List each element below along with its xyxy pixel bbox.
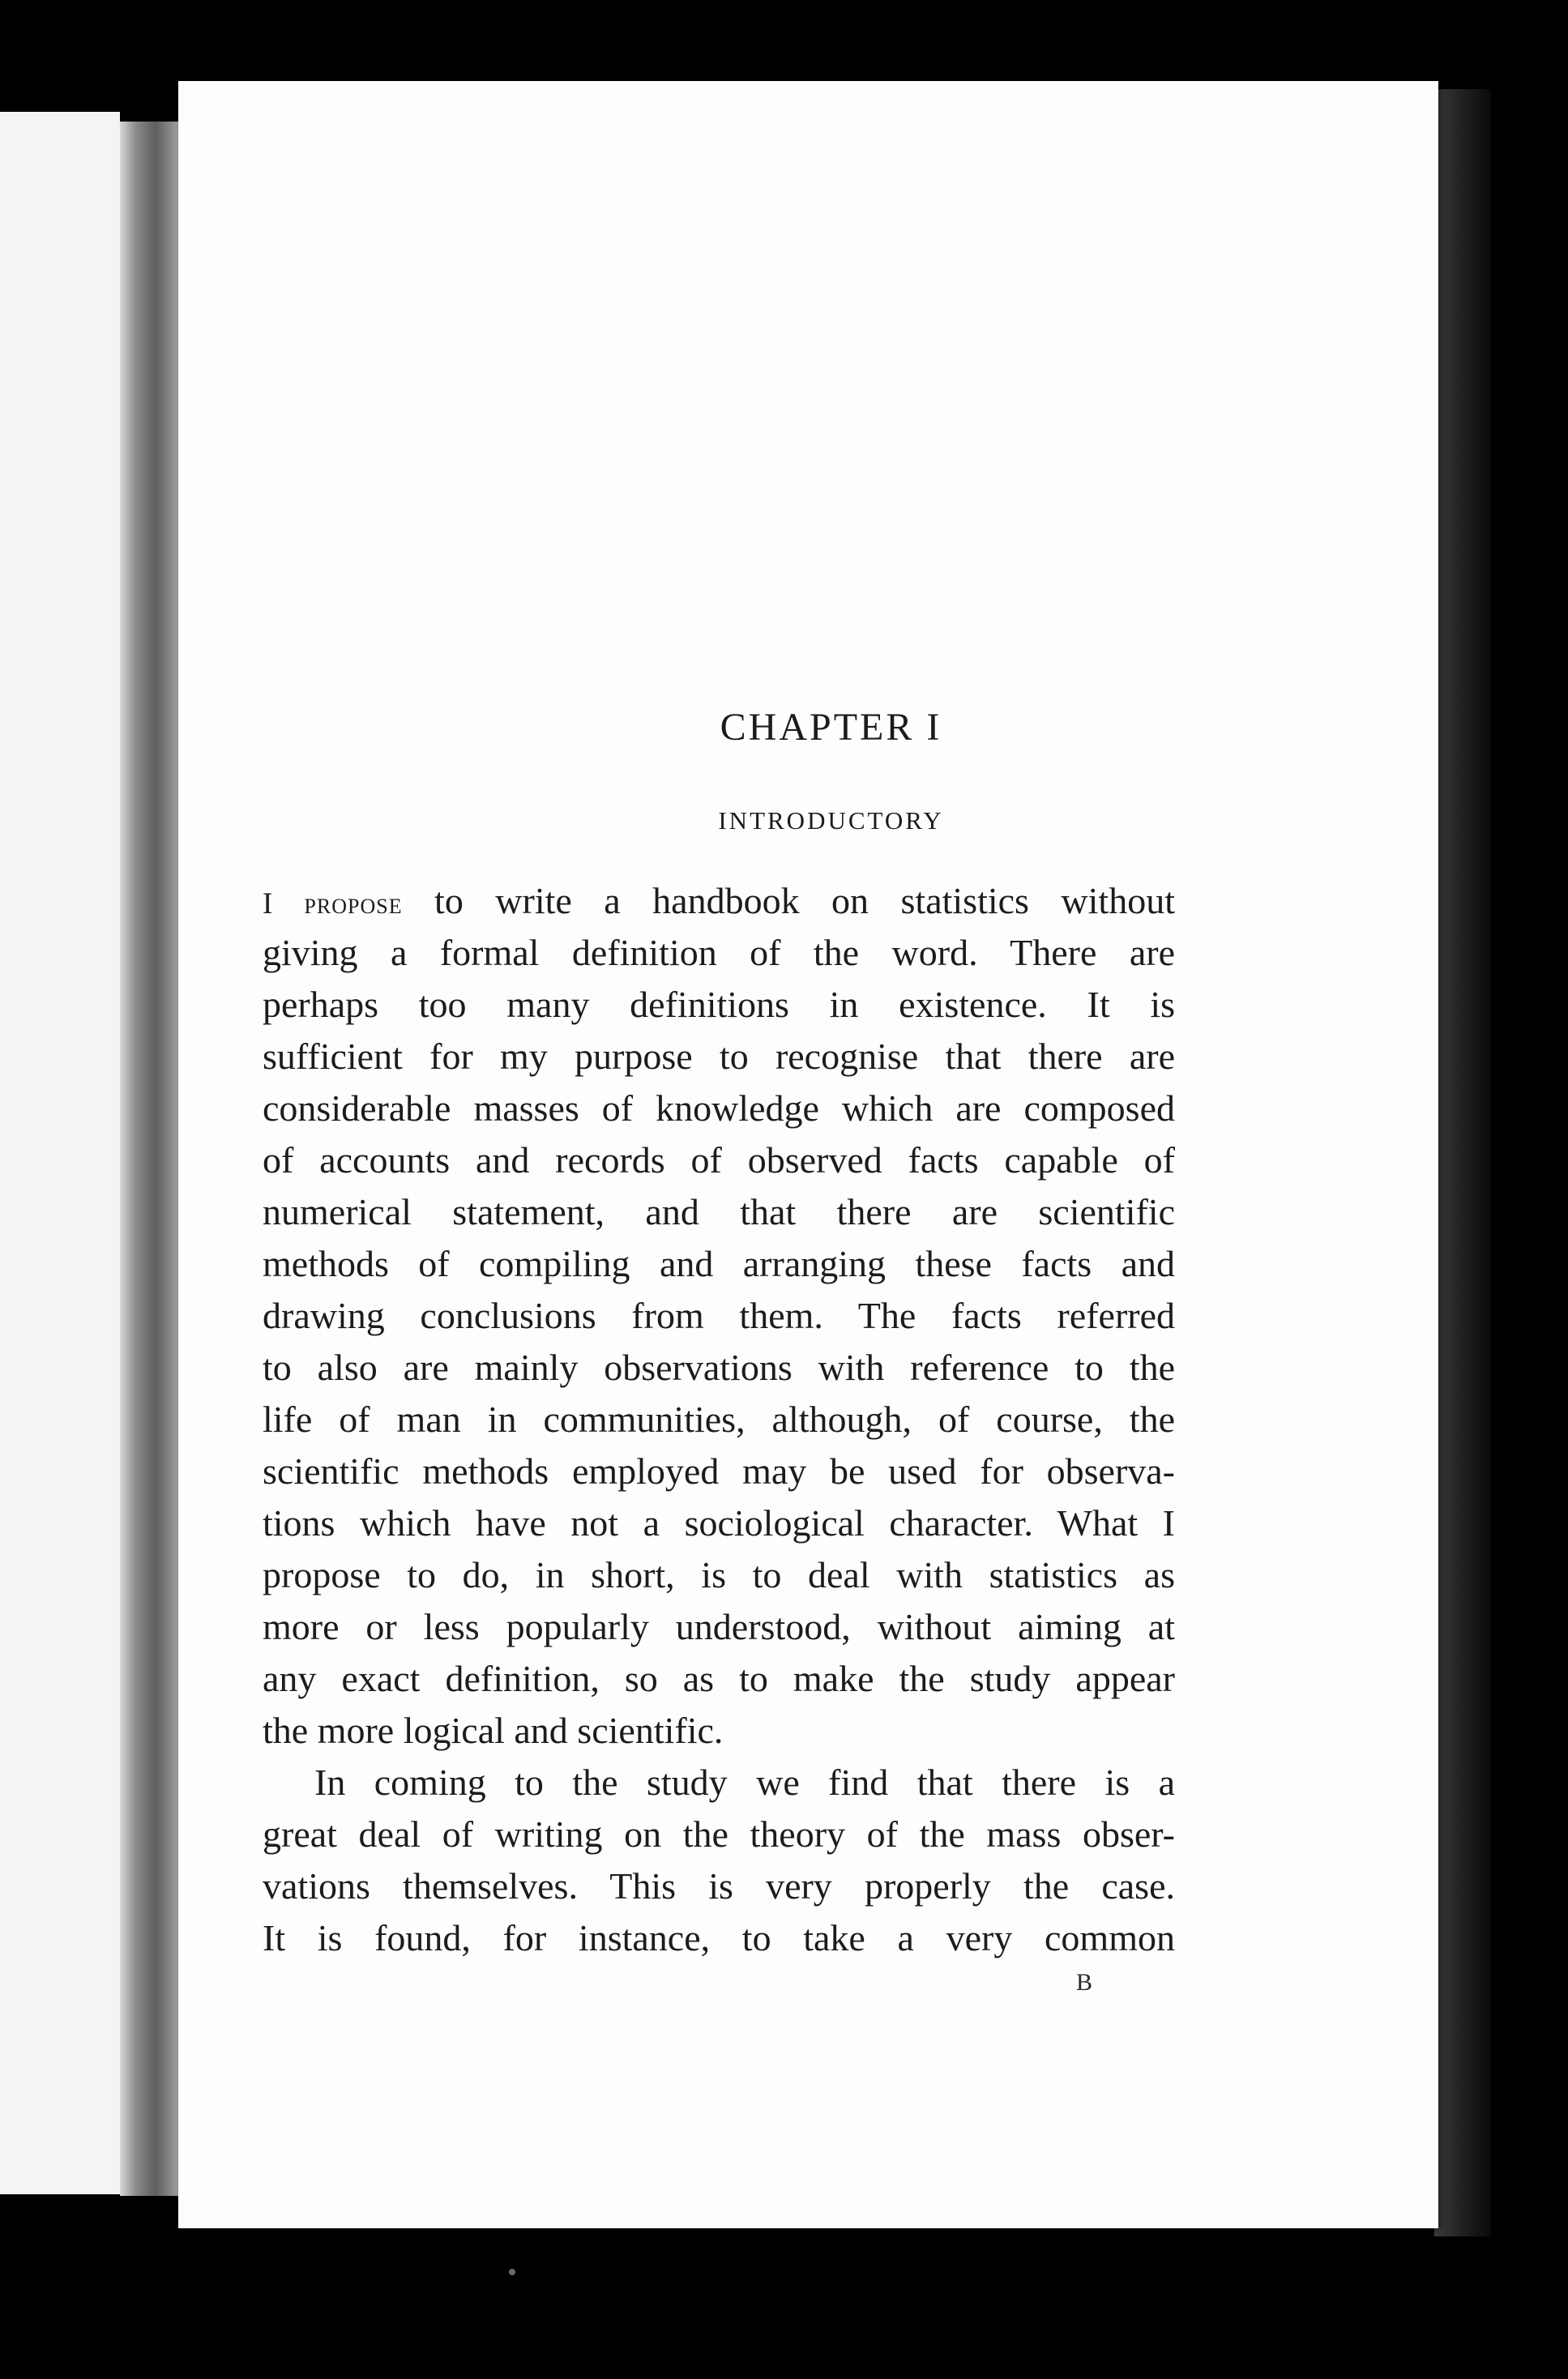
text-line: It is found, for instance, to take a very common [263,1917,1175,1958]
chapter-title: CHAPTER I [720,706,942,749]
chapter-subtitle: INTRODUCTORY [718,806,944,835]
text-line: In coming to the study we find that there is a [314,1762,1175,1803]
text-line: considerable masses of knowledge which are composed [263,1087,1175,1129]
text-line: any exact definition, so as to make the study appear [263,1658,1175,1699]
text-line: perhaps too many definitions in existence. It is [263,984,1175,1025]
book-page [178,81,1438,2228]
book-fore-edge [1434,89,1491,2236]
text-line: life of man in communities, although, of course, the [263,1399,1175,1440]
text-line: to also are mainly observations with reference to the [263,1347,1175,1388]
body-text [263,875,1175,1964]
text-line: drawing conclusions from them. The facts referred [263,1295,1175,1336]
text-line: tions which have not a sociological character. What I [263,1502,1175,1544]
text-line: vations themselves. This is very properly the case. [263,1865,1175,1907]
text-line: sufficient for my purpose to recognise that there are [263,1036,1175,1077]
opening-line-rest: to write a handbook on statistics without [402,880,1175,921]
book-gutter [120,122,185,2196]
text-line: methods of compiling and arranging these facts and [263,1243,1175,1284]
text-line [263,875,1175,927]
text-line: great deal of writing on the theory of the mass obser- [263,1813,1175,1855]
text-line: more or less popularly understood, without aiming at [263,1606,1175,1647]
facing-page-edge [0,112,120,2194]
text-line: scientific methods employed may be used for observa- [263,1450,1175,1492]
text-line: of accounts and records of observed facts capable of [263,1139,1175,1181]
scan-speck [509,2269,515,2275]
text-line: numerical statement, and that there are scientific [263,1191,1175,1232]
text-line: giving a formal definition of the word. There are [263,932,1175,973]
opening-words: I propose [263,886,403,920]
text-line: the more logical and scientific. [263,1710,724,1751]
signature-mark: B [1076,1969,1093,1996]
text-line: propose to do, in short, is to deal with statistics as [263,1554,1175,1595]
